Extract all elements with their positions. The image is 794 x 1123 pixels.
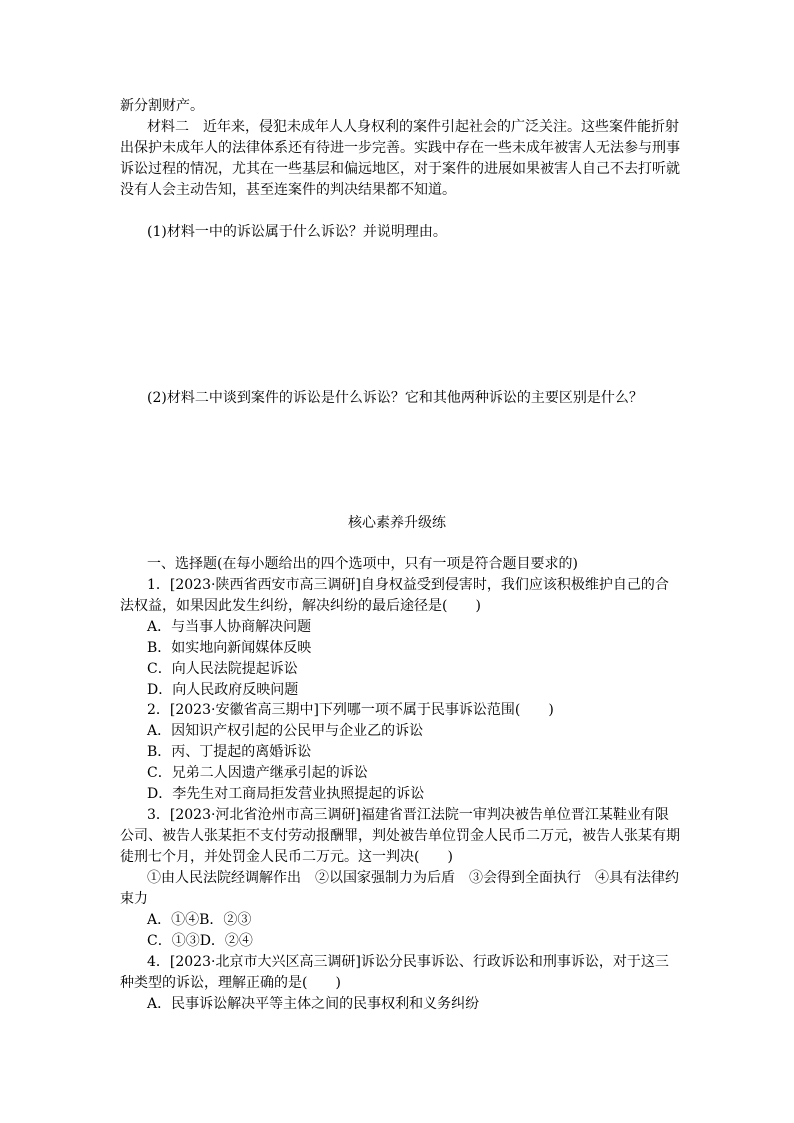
item-3-stem: 3．[2023·河北省沧州市高三调研]福建省晋江法院一审判决被告单位晋江某鞋业有限 [147,807,669,823]
section-intro: 一、选择题(在每小题给出的四个选项中，只有一项是符合题目要求的) [147,556,578,572]
item-1-stem: 法权益，如果因此发生纠纷，解决纠纷的最后途径是( ) [120,598,481,614]
item-1-option-b: B．如实地向新闻媒体反映 [147,640,312,656]
item-3-stem: 公司、被告人张某拒不支付劳动报酬罪，判处被告单位罚金人民币二万元，被告人张某有期 [120,828,680,844]
item-2-stem: 2．[2023·安徽省高三期中]下列哪一项不属于民事诉讼范围( ) [147,702,554,718]
item-4-stem: 4．[2023·北京市大兴区高三调研]诉讼分民事诉讼、行政诉讼和刑事诉讼，对于这三 [147,954,669,970]
item-1-option-c: C．向人民法院提起诉讼 [147,661,298,677]
item-4-option-a: A．民事诉讼解决平等主体之间的民事权利和义务纠纷 [147,996,480,1012]
item-4-stem: 种类型的诉讼，理解正确的是( ) [120,975,341,991]
item-1-option-d: D．向人民政府反映问题 [147,682,299,698]
item-1-option-a: A．与当事人协商解决问题 [147,619,312,635]
item-3-statements: 束力 [120,891,148,907]
material-two-line: 材料二 近年来，侵犯未成年人人身权利的案件引起社会的广泛关注。这些案件能折射 [147,119,679,135]
material-two-line: 诉讼过程的情况，尤其在一些基层和偏远地区，对于案件的进展如果被害人自己不去打听就 [120,161,680,177]
item-2-option-b: B．丙、丁提起的离婚诉讼 [147,744,312,760]
section-title: 核心素养升级练 [348,515,446,531]
item-1-stem: 1．[2023·陕西省西安市高三调研]自身权益受到侵害时，我们应该积极维护自己的合 [147,577,669,593]
item-3-stem: 徒刑七个月，并处罚金人民币二万元。这一判决( ) [120,849,453,865]
material-two-line: 出保护未成年人的法律体系还有待进一步完善。实践中存在一些未成年被害人无法参与刑事 [120,140,680,156]
item-2-option-a: A．因知识产权引起的公民甲与企业乙的诉讼 [147,723,424,739]
question-1: (1)材料一中的诉讼属于什么诉讼？并说明理由。 [147,224,447,240]
material-two-line: 没有人会主动告知，甚至连案件的判决结果都不知道。 [120,182,456,198]
item-2-option-d: D．李先生对工商局拒发营业执照提起的诉讼 [147,786,425,802]
item-3-options-ab: A．①④B．②③ [147,912,252,928]
item-2-option-c: C．兄弟二人因遗产继承引起的诉讼 [147,765,368,781]
question-2: (2)材料二中谈到案件的诉讼是什么诉讼？它和其他两种诉讼的主要区别是什么？ [147,390,643,406]
item-3-statements: ①由人民法院经调解作出 ②以国家强制力为后盾 ③会得到全面执行 ④具有法律约 [147,870,679,886]
item-3-options-cd: C．①③D．②④ [147,933,253,949]
material-line: 新分割财产。 [120,98,204,114]
